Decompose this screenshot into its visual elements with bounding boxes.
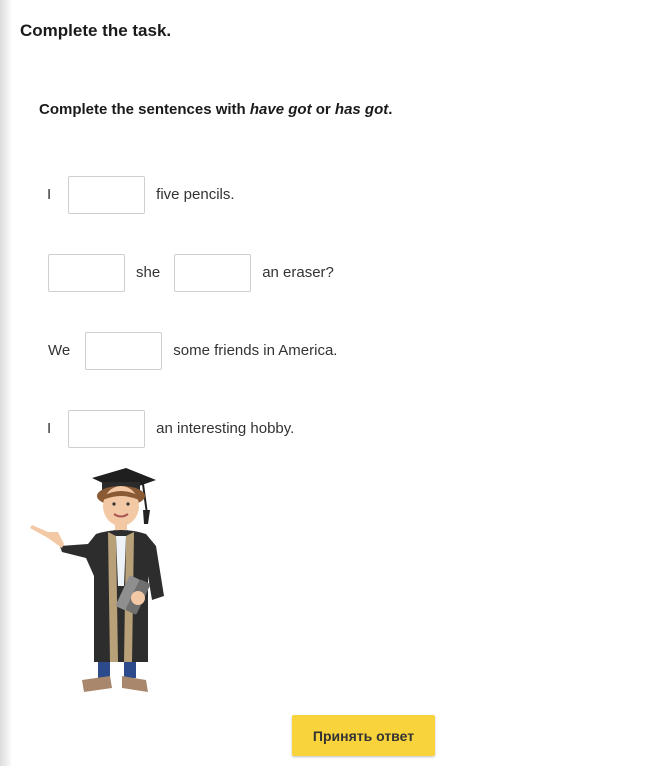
task-title: Complete the task. [20,21,172,40]
sentence-4-before: I [47,420,52,437]
sentence-1-before: I [47,186,52,203]
sentence-4-after: an interesting hobby. [156,420,295,437]
answer-input-4[interactable] [85,332,162,370]
sentence-1 [47,176,235,214]
sentence-3-before: We [48,342,71,359]
answer-input-3[interactable] [174,254,251,292]
left-scroll-edge [0,0,11,766]
sentence-2 [48,254,334,292]
graduate-mascot-illustration [26,466,176,698]
submit-answer-button[interactable]: Принять ответ [292,715,435,756]
instruction-or: or [311,101,335,118]
instruction-suffix: . [388,101,393,118]
sentence-2-after: an eraser? [262,264,334,281]
answer-input-1[interactable] [68,176,145,214]
sentence-4 [47,410,294,448]
sentence-3-after: some friends in America. [173,342,338,359]
sentence-3 [48,332,337,370]
sentence-1-after: five pencils. [156,186,235,203]
instruction-text [39,100,392,120]
instruction-prefix: Complete the sentences with [39,101,250,118]
instruction-option-have-got: have got [249,101,312,118]
answer-input-2[interactable] [48,254,125,292]
answer-input-5[interactable] [68,410,145,448]
sentence-2-middle: she [136,264,161,281]
instruction-option-has-got: has got [334,101,389,118]
